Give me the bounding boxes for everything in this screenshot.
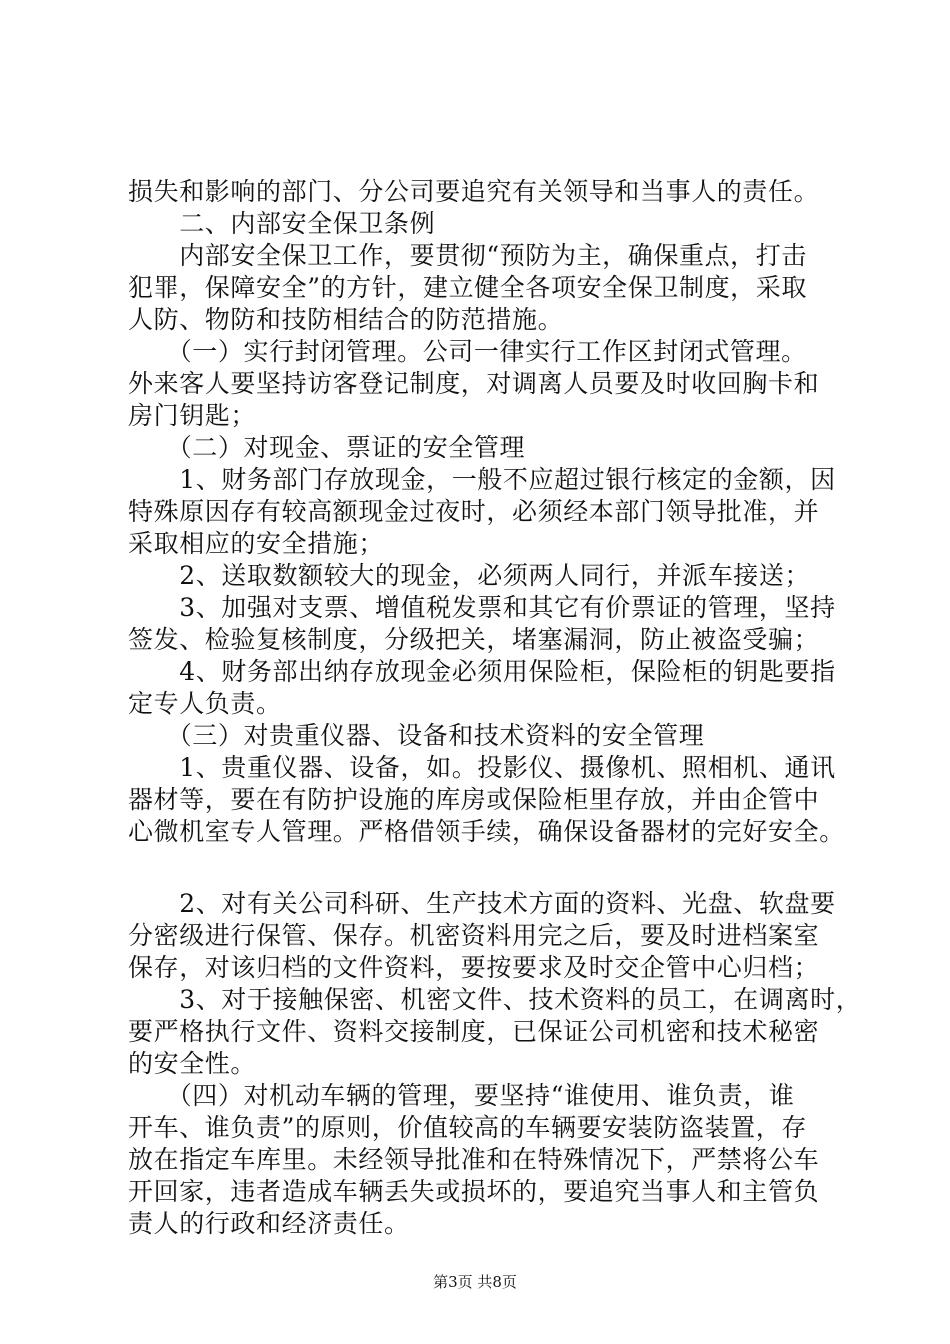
text-line: （一）实行封闭管理。公司一律实行工作区封闭式管理。 [128,337,807,366]
subsection-heading: （二）对现金、票证的安全管理 [128,433,526,462]
text-line: 分密级进行保管、保存。机密资料用完之后，要及时进档案室 [128,921,820,950]
paragraph-gap [128,848,840,888]
text-line: （四）对机动车辆的管理，要坚持“谁使用、谁负责，谁 [128,1081,795,1110]
text-line: 心微机室专人管理。严格借领手续，确保设备器材的完好安全。 [128,817,845,846]
text-line: 定专人负责。 [128,689,282,718]
text-line: 人防、物防和技防相结合的防范措施。 [128,305,564,334]
text-line: 3、对于接触保密、机密文件、技术资料的员工，在调离时， [128,985,862,1014]
text-line: 签发、检验复核制度，分级把关，堵塞漏洞，防止被盗受骗； [128,625,820,654]
text-line: 4、财务部出纳存放现金必须用保险柜，保险柜的钥匙要指 [128,657,836,686]
text-line: 放在指定车库里。未经领导批准和在特殊情况下，严禁将公车 [128,1145,820,1174]
text-line: 外来客人要坚持访客登记制度，对调离人员要及时收回胸卡和 [128,369,820,398]
text-line: 1、财务部门存放现金，一般不应超过银行核定的金额，因 [128,465,836,494]
section-heading: 二、内部安全保卫条例 [128,209,436,238]
text-line: 2、对有关公司科研、生产技术方面的资料、光盘、软盘要 [128,889,836,918]
text-line: 内部安全保卫工作，要贯彻“预防为主，确保重点，打击 [128,241,807,270]
text-line: 特殊原因存有较高额现金过夜时，必须经本部门领导批准，并 [128,497,820,526]
text-line: 1、贵重仪器、设备，如。投影仪、摄像机、照相机、通讯 [128,753,836,782]
text-line: 要严格执行文件、资料交接制度，已保证公司机密和技术秘密 [128,1017,820,1046]
text-line: 2、送取数额较大的现金，必须两人同行，并派车接送； [128,561,811,590]
subsection-heading: （三）对贵重仪器、设备和技术资料的安全管理 [128,721,705,750]
text-line: 的安全性。 [128,1049,257,1078]
text-line: 房门钥匙； [128,401,257,430]
text-line: 开回家，违者造成车辆丢失或损坏的，要追究当事人和主管负 [128,1177,820,1206]
text-line: 器材等，要在有防护设施的库房或保险柜里存放，并由企管中 [128,785,820,814]
text-line: 3、加强对支票、增值税发票和其它有价票证的管理，坚持 [128,593,836,622]
text-line: 责人的行政和经济责任。 [128,1209,410,1238]
page-number-footer: 第3页 共8页 [433,1273,517,1291]
text-line: 保存，对该归档的文件资料，要按要求及时交企管中心归档； [128,953,820,982]
text-line: 开车、谁负责”的原则，价值较高的车辆要安装防盗装置，存 [128,1113,807,1142]
text-line: 犯罪，保障安全”的方针，建立健全各项安全保卫制度，采取 [128,273,807,302]
text-line: 采取相应的安全措施； [128,529,385,558]
document-body [128,176,862,1240]
text-line: 损失和影响的部门、分公司要追究有关领导和当事人的责任。 [128,177,820,206]
